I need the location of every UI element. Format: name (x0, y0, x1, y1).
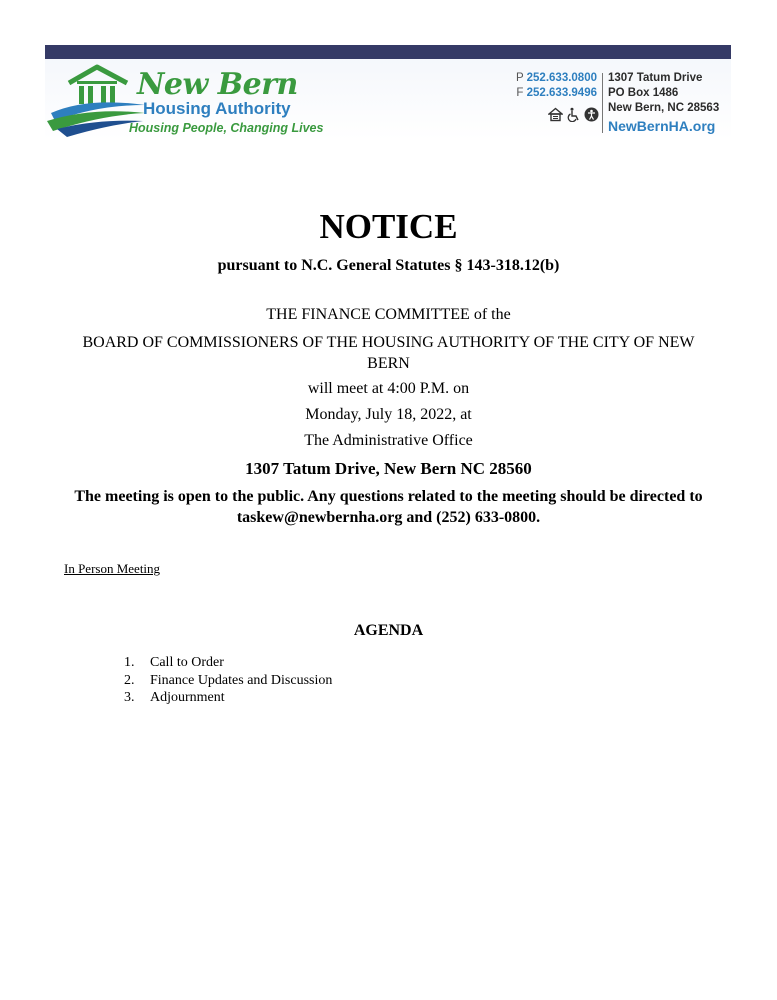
address-line: New Bern, NC 28563 (608, 102, 720, 114)
notice-line: will meet at 4:00 P.M. on (307, 380, 470, 397)
fax-prefix: F (516, 87, 524, 99)
meeting-location: The Administrative Office (304, 432, 473, 449)
phone-line (513, 71, 597, 86)
accessibility-icon (584, 107, 599, 122)
public-statement: The meeting is open to the public. Any questions related to the meeting should be directed to taskew@newbernha.org and (252) 633-0800. (74, 488, 703, 526)
letterhead (45, 45, 731, 140)
contact-divider (602, 73, 603, 133)
equal-housing-icon (548, 107, 563, 122)
agenda-list (124, 654, 332, 707)
meeting-date: Monday, July 18, 2022, at (305, 406, 472, 423)
phone-number: 252.633.0800 (526, 72, 597, 84)
meeting-address: 1307 Tatum Drive, New Bern NC 28560 (245, 459, 532, 478)
agenda-item-text: Call to Order (150, 655, 224, 670)
notice-line: BOARD OF COMMISSIONERS OF THE HOUSING AUTHORITY OF THE CITY OF NEW BERN (82, 334, 695, 372)
agenda-item-text: Adjournment (150, 690, 225, 705)
meeting-type-label: In Person Meeting (64, 561, 161, 576)
website-link[interactable]: NewBernHA.org (608, 118, 716, 134)
agenda-item-text: Finance Updates and Discussion (150, 672, 333, 688)
agenda-item-number: 2. (124, 672, 135, 688)
agenda-item-number: 3. (124, 690, 135, 705)
contact-numbers (513, 71, 597, 101)
fax-line (513, 86, 597, 101)
agenda-item (124, 654, 332, 672)
access-icons (548, 107, 599, 123)
wheelchair-icon (566, 107, 581, 122)
logo-tagline: Housing People, Changing Lives (129, 121, 324, 135)
fax-number: 252.633.9496 (526, 87, 597, 99)
address-line: 1307 Tatum Drive (608, 72, 703, 84)
notice-line: THE FINANCE COMMITTEE of the (266, 306, 511, 323)
notice-title: NOTICE (319, 207, 458, 246)
address-line: PO Box 1486 (608, 87, 679, 99)
contact-address (608, 71, 719, 136)
statute-reference: pursuant to N.C. General Statutes § 143-318.12(b) (217, 257, 560, 274)
agenda-item (124, 672, 332, 690)
agenda-title: AGENDA (353, 622, 424, 639)
header-bar (45, 45, 731, 59)
agenda-item-number: 1. (124, 655, 135, 670)
housing-authority-logo (47, 61, 324, 139)
logo-org: Housing Authority (143, 99, 291, 118)
agenda-item (124, 689, 332, 707)
phone-prefix: P (515, 72, 524, 84)
logo-name: New Bern (137, 67, 298, 102)
